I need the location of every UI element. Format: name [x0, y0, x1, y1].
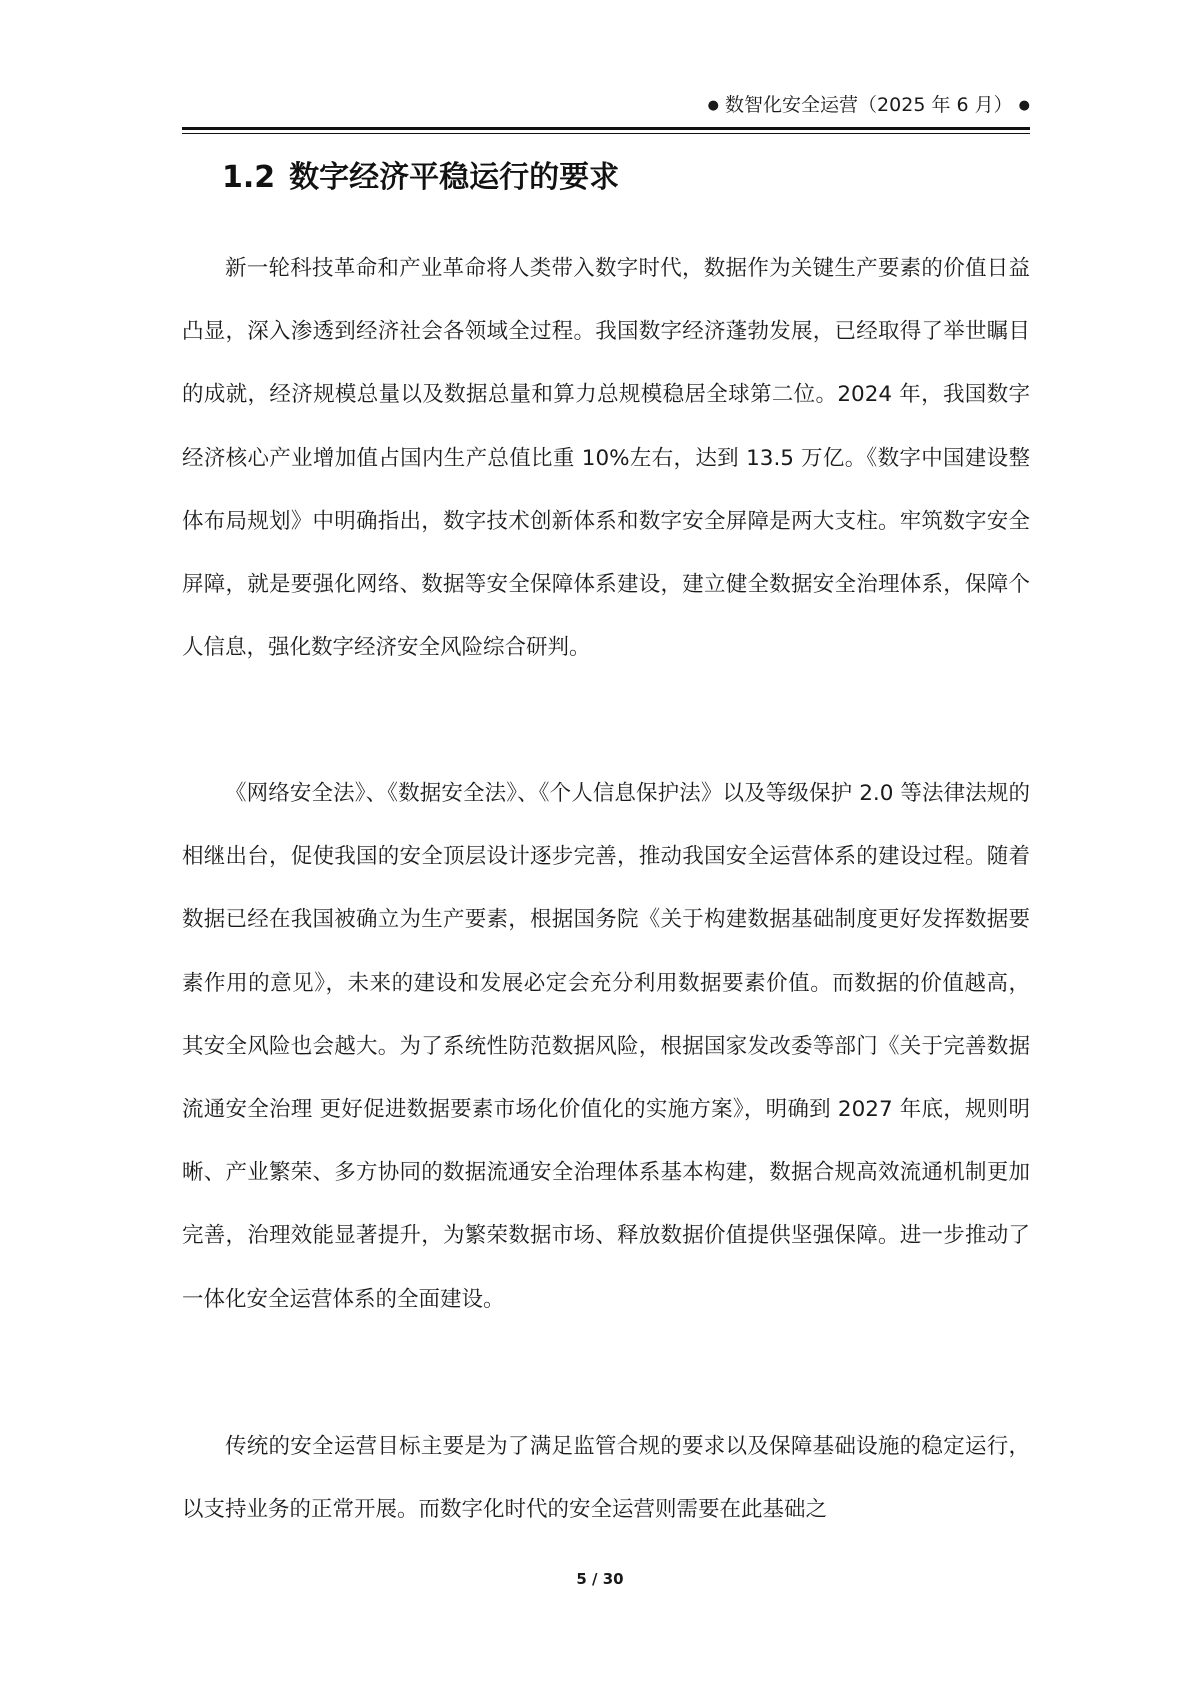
section-title: 数字经济平稳运行的要求 [289, 160, 620, 195]
section-number: 1.2 [222, 160, 276, 195]
header-title: 数智化安全运营（2025 年 6 月） [725, 94, 1013, 116]
running-header [182, 88, 1030, 130]
section-heading [222, 158, 619, 198]
header-bullet-right-icon: ● [1018, 98, 1030, 113]
header-text [708, 92, 1030, 119]
paragraph-1: 新一轮科技革命和产业革命将人类带入数字时代，数据作为关键生产要素的价值日益凸显，深入渗透到经济社会各领域全过程。我国数字经济蓬勃发展，已经取得了举世瞩目的成就，经济规模总量以及数据总量和算力总规模稳居全球第二位。2024 年，我国数字经济核心产业增加值占国内生产总值比重 10%左右，达到 13.5 万亿。《数字中国建设整体布局规划》中明确指出，数字技术创新体系和数字安全屏障是两大支柱。牢筑数字安全屏障，就是要强化网络、数据等安全保障体系建设，建立健全数据安全治理体系，保障个人信息，强化数字经济安全风险综合研判。 [182, 256, 1030, 661]
paragraph-2: 《网络安全法》、《数据安全法》、《个人信息保护法》以及等级保护 2.0 等法律法规的相继出台，促使我国的安全顶层设计逐步完善，推动我国安全运营体系的建设过程。随着数据已经在我国被确立为生产要素，根据国务院《关于构建数据基础制度更好发挥数据要素作用的意见》，未来的建设和发展必定会充分利用数据要素价值。而数据的价值越高，其安全风险也会越大。为了系统性防范数据风险，根据国家发改委等部门《关于完善数据流通安全治理 更好促进数据要素市场化价值化的实施方案》，明确到 2027 年底，规则明晰、产业繁荣、多方协同的数据流通安全治理体系基本构建，数据合规高效流通机制更加完善，治理效能显著提升，为繁荣数据市场、释放数据价值提供坚强保障。进一步推动了一体化安全运营体系的全面建设。 [182, 781, 1030, 1312]
paragraph-3: 传统的安全运营目标主要是为了满足监管合规的要求以及保障基础设施的稳定运行，以支持业务的正常开展。而数字化时代的安全运营则需要在此基础之 [182, 1434, 1030, 1523]
page-number: 5 / 30 [576, 1570, 624, 1588]
header-rule-thick [182, 127, 1030, 130]
header-rule-thin [182, 133, 1030, 134]
header-bullet-left-icon: ● [707, 98, 719, 113]
